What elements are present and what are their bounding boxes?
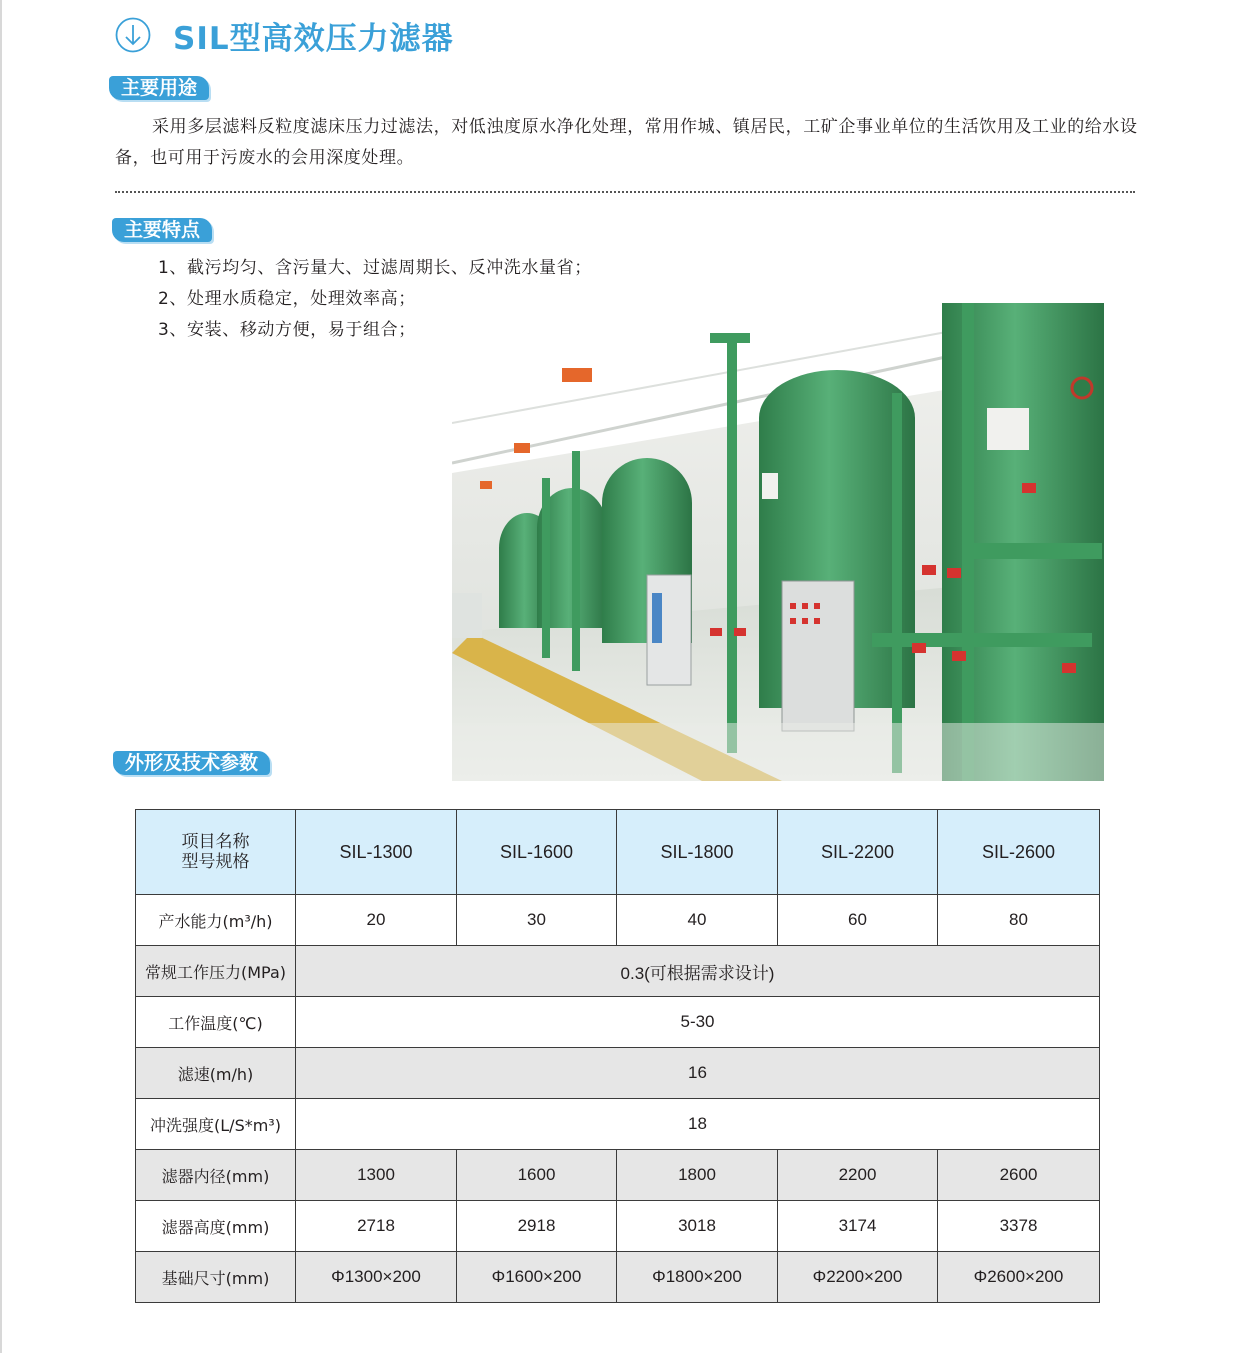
row-label: 产水能力(m³/h) xyxy=(136,895,296,946)
merged-cell: 0.3(可根据需求设计) xyxy=(296,946,1100,997)
feature-item: 3、安装、移动方便，易于组合； xyxy=(158,320,416,340)
row-label: 基础尺寸(mm) xyxy=(136,1252,296,1303)
model-header: SIL-2600 xyxy=(938,810,1100,895)
equipment-photo xyxy=(452,303,1104,781)
table-cell: Φ1600×200 xyxy=(457,1252,617,1303)
row-label: 滤器内径(mm) xyxy=(136,1150,296,1201)
table-cell: Φ1800×200 xyxy=(617,1252,778,1303)
header-item-name: 项目名称 xyxy=(181,832,250,852)
table-cell: 3018 xyxy=(617,1201,778,1252)
table-cell: 3378 xyxy=(938,1201,1100,1252)
usage-label: 主要用途 xyxy=(109,76,209,100)
table-cell: 80 xyxy=(938,895,1100,946)
table-row xyxy=(136,895,1100,946)
merged-cell: 5-30 xyxy=(296,997,1100,1048)
table-row xyxy=(136,1252,1100,1303)
feature-item: 1、截污均匀、含污量大、过滤周期长、反冲洗水量省； xyxy=(158,258,592,278)
features-label: 主要特点 xyxy=(112,218,212,242)
spec-table xyxy=(135,809,1100,1303)
left-border xyxy=(0,0,2,1353)
row-label: 滤速(m/h) xyxy=(136,1048,296,1099)
page-header xyxy=(115,14,454,56)
table-row xyxy=(136,997,1100,1048)
table-cell: Φ1300×200 xyxy=(296,1252,457,1303)
page-title: SIL型高效压力滤器 xyxy=(173,20,454,57)
table-cell: 1600 xyxy=(457,1150,617,1201)
table-cell: Φ2600×200 xyxy=(938,1252,1100,1303)
usage-paragraph xyxy=(115,112,1145,174)
table-header-label xyxy=(136,810,296,895)
row-label: 工作温度(℃) xyxy=(136,997,296,1048)
merged-cell: 18 xyxy=(296,1099,1100,1150)
model-header: SIL-1300 xyxy=(296,810,457,895)
table-cell: 2918 xyxy=(457,1201,617,1252)
header-model-spec: 型号规格 xyxy=(181,852,250,872)
table-row xyxy=(136,1048,1100,1099)
table-cell: Φ2200×200 xyxy=(778,1252,938,1303)
table-cell: 40 xyxy=(617,895,778,946)
table-cell: 1800 xyxy=(617,1150,778,1201)
table-cell: 20 xyxy=(296,895,457,946)
table-cell: 3174 xyxy=(778,1201,938,1252)
table-row xyxy=(136,1150,1100,1201)
table-row xyxy=(136,1201,1100,1252)
table-header-row xyxy=(136,810,1100,895)
params-label: 外形及技术参数 xyxy=(113,751,270,775)
table-row xyxy=(136,946,1100,997)
feature-item: 2、处理水质稳定，处理效率高； xyxy=(158,289,416,309)
table-cell: 1300 xyxy=(296,1150,457,1201)
model-header: SIL-1600 xyxy=(457,810,617,895)
table-cell: 2600 xyxy=(938,1150,1100,1201)
model-header: SIL-1800 xyxy=(617,810,778,895)
dotted-divider xyxy=(115,191,1135,193)
row-label: 冲洗强度(L/S*m³) xyxy=(136,1099,296,1150)
merged-cell: 16 xyxy=(296,1048,1100,1099)
usage-text: 采用多层滤料反粒度滤床压力过滤法，对低浊度原水净化处理，常用作城、镇居民，工矿企事业单位的生活饮用及工业的给水设备，也可用于污废水的会用深度处理。 xyxy=(115,117,1138,168)
filter-tanks-photo xyxy=(452,303,1104,781)
row-label: 常规工作压力(MPa) xyxy=(136,946,296,997)
table-cell: 2718 xyxy=(296,1201,457,1252)
table-cell: 30 xyxy=(457,895,617,946)
circle-down-arrow-icon xyxy=(115,17,151,53)
model-header: SIL-2200 xyxy=(778,810,938,895)
table-row xyxy=(136,1099,1100,1150)
table-cell: 60 xyxy=(778,895,938,946)
table-cell: 2200 xyxy=(778,1150,938,1201)
row-label: 滤器高度(mm) xyxy=(136,1201,296,1252)
